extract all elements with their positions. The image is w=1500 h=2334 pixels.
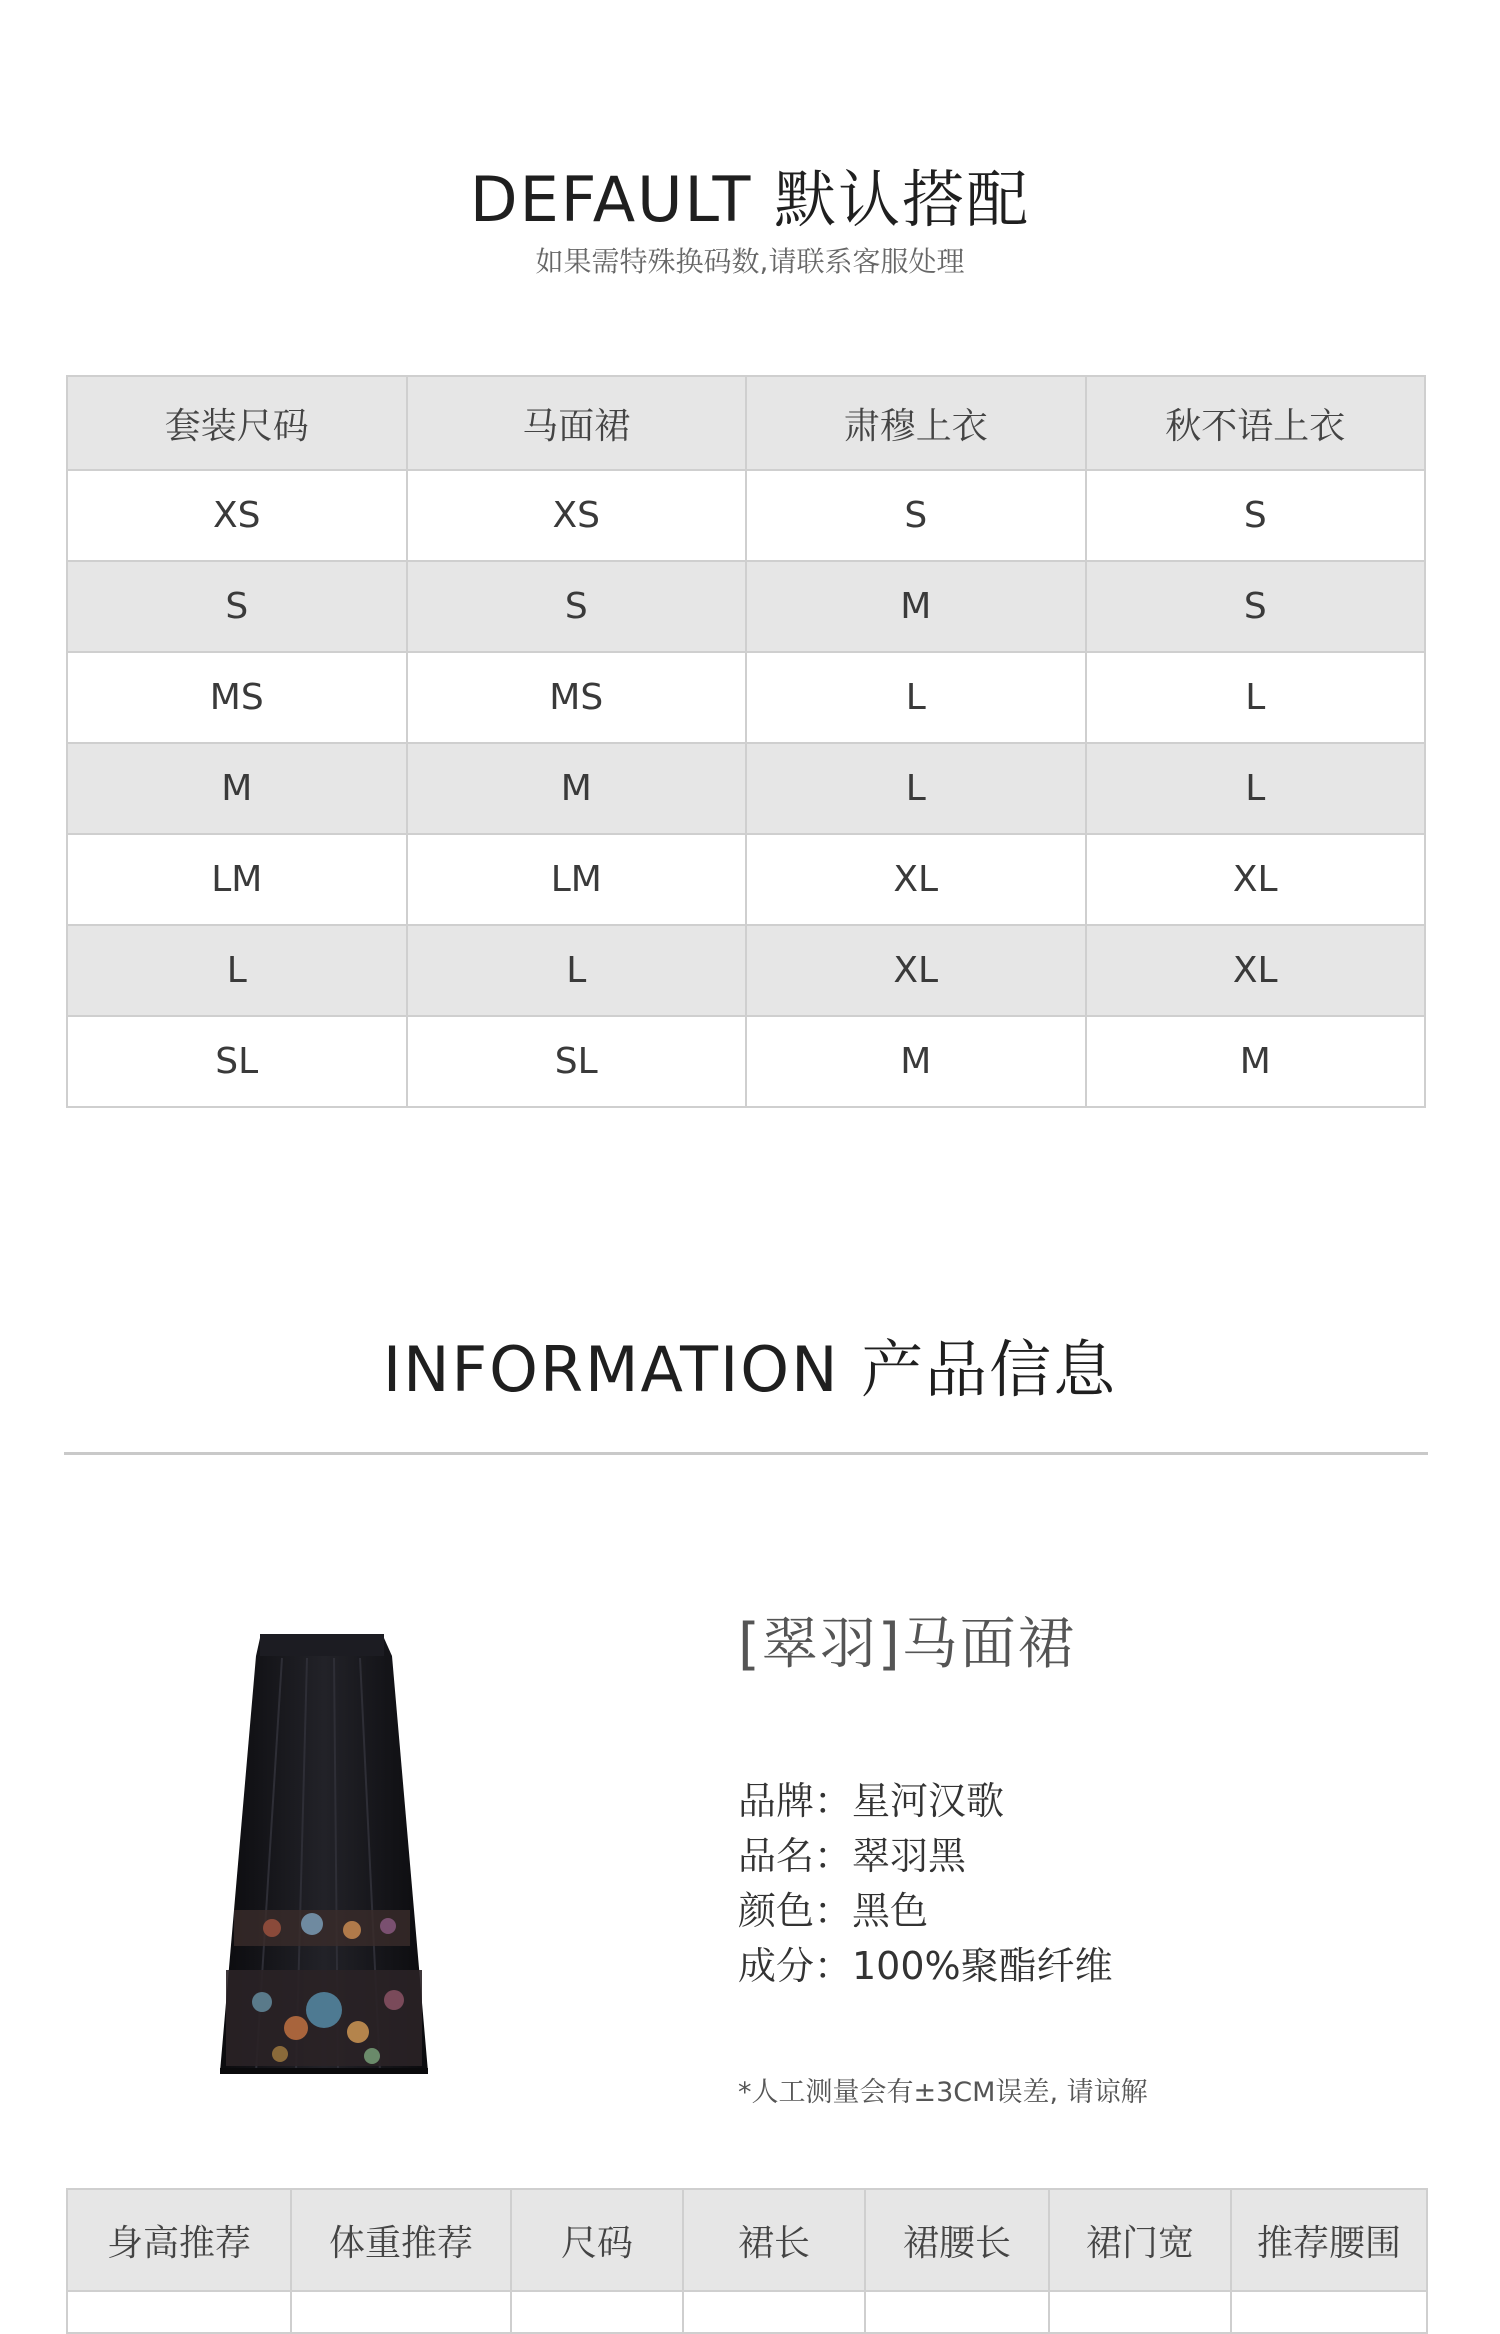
table-cell [865,2291,1049,2333]
spec-color: 颜色：黑色 [738,1889,929,1933]
spec-brand: 品牌：星河汉歌 [738,1779,1005,1823]
section-divider [64,1452,1428,1455]
table-cell [291,2291,511,2333]
product-name: [翠羽]马面裙 [738,1612,1076,1677]
measurement-table [66,2188,1428,2334]
measurement-note: *人工测量会有±3CM误差, 请谅解 [738,2077,1148,2108]
table-cell: M [1086,1016,1426,1107]
table-header-row [67,2189,1427,2291]
table-cell: LM [407,834,747,925]
table-cell: L [746,743,1086,834]
header-cell: 肃穆上衣 [746,376,1086,470]
table-cell: XL [1086,925,1426,1016]
table-row [67,2291,1427,2333]
table-cell [67,2291,291,2333]
header-cell: 身高推荐 [67,2189,291,2291]
table-cell: LM [67,834,407,925]
table-cell: S [1086,561,1426,652]
header-cell: 裙腰长 [865,2189,1049,2291]
header-cell: 尺码 [511,2189,683,2291]
skirt-product-image [212,1630,434,2092]
table-cell: M [407,743,747,834]
spec-material: 成分：100%聚酯纤维 [738,1944,1113,1988]
header-cell: 裙门宽 [1049,2189,1231,2291]
table-cell: L [1086,652,1426,743]
header-cell: 推荐腰围 [1231,2189,1427,2291]
table-cell: S [407,561,747,652]
default-title: DEFAULT 默认搭配 [469,163,1031,236]
table-cell [511,2291,683,2333]
table-cell: XL [1086,834,1426,925]
table-cell: M [67,743,407,834]
table-cell: S [67,561,407,652]
header-cell: 体重推荐 [291,2189,511,2291]
table-row [67,561,1425,652]
table-cell: XL [746,925,1086,1016]
table-cell: M [746,1016,1086,1107]
header-cell: 套装尺码 [67,376,407,470]
table-row [67,925,1425,1016]
table-cell: SL [407,1016,747,1107]
spec-item-name: 品名：翠羽黑 [738,1834,967,1878]
table-cell: MS [67,652,407,743]
table-cell: MS [407,652,747,743]
table-cell: S [1086,470,1426,561]
table-row [67,470,1425,561]
table-cell: XS [407,470,747,561]
table-cell: L [1086,743,1426,834]
table-cell: L [67,925,407,1016]
table-cell [1231,2291,1427,2333]
header-cell: 秋不语上衣 [1086,376,1426,470]
table-row [67,652,1425,743]
size-matching-table [66,375,1426,1108]
table-row [67,834,1425,925]
table-cell: L [407,925,747,1016]
table-cell: XL [746,834,1086,925]
table-cell: SL [67,1016,407,1107]
information-title: INFORMATION 产品信息 [382,1333,1118,1406]
table-cell: M [746,561,1086,652]
header-cell: 裙长 [683,2189,865,2291]
table-cell [683,2291,865,2333]
table-header-row [67,376,1425,470]
table-row [67,743,1425,834]
table-cell: L [746,652,1086,743]
table-row [67,1016,1425,1107]
table-cell [1049,2291,1231,2333]
table-cell: XS [67,470,407,561]
header-cell: 马面裙 [407,376,747,470]
table-cell: S [746,470,1086,561]
default-subtitle: 如果需特殊换码数,请联系客服处理 [535,245,965,278]
